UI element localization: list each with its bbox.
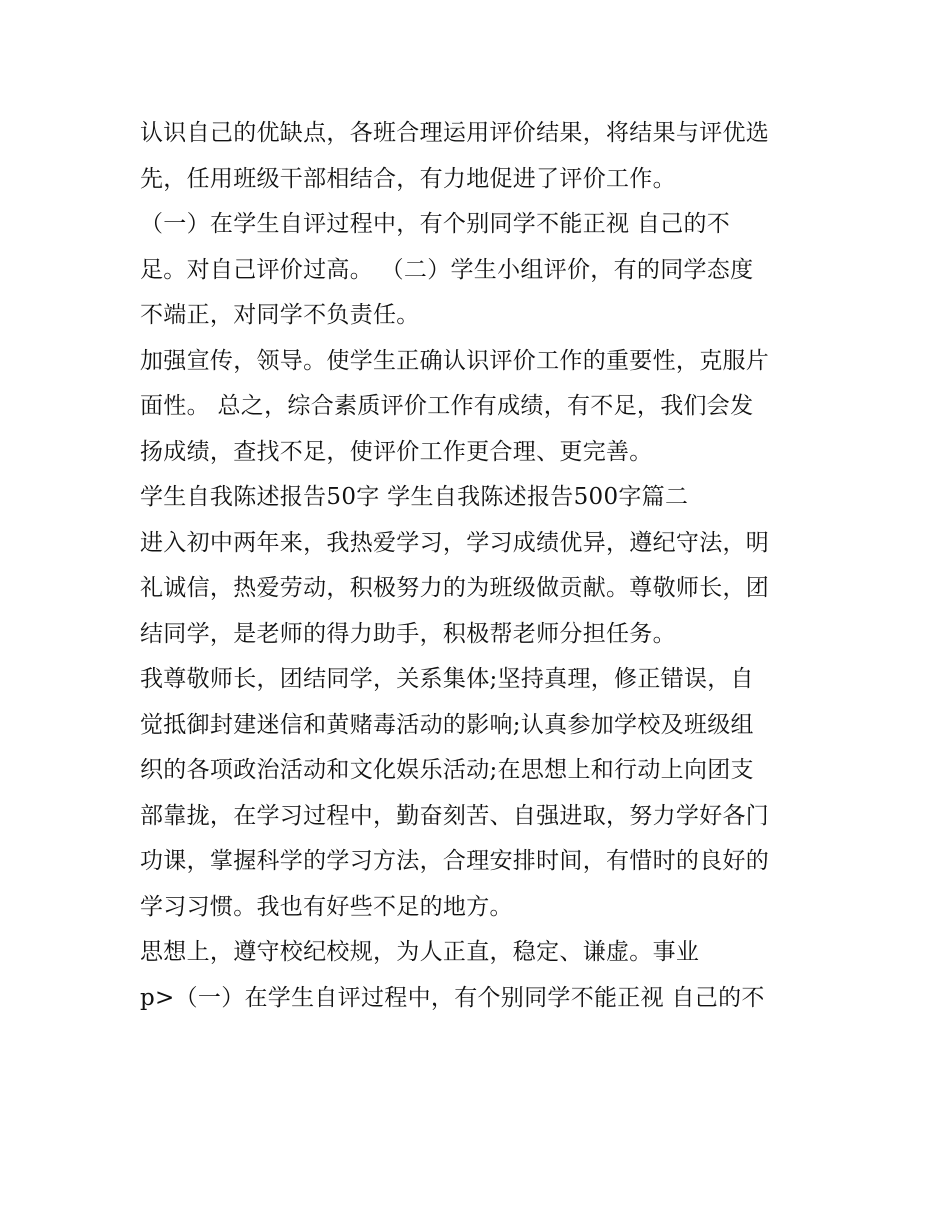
text-line: 先，任用班级干部相结合，有力地促进了评价工作。 xyxy=(140,165,676,192)
text-line: 面性。 总之，综合素质评价工作有成绩，有不足，我们会发 xyxy=(140,393,754,419)
text-line: 织的各项政治活动和文化娱乐活动;在思想上和行动上向团支 xyxy=(140,757,754,783)
text-line: （一）在学生自评过程中，有个别同学不能正视 自己的不 xyxy=(140,211,731,237)
text-line: 认识自己的优缺点，各班合理运用评价结果，将结果与评优选 xyxy=(140,120,770,146)
text-line: 功课，掌握科学的学习方法，合理安排时间，有惜时的良好的 xyxy=(140,848,770,874)
text-line: 思想上，遵守校纪校规，为人正直，稳定、谦虚。事业 xyxy=(140,939,700,965)
text-line: 不端正，对同学不负责任。 xyxy=(140,302,420,328)
text-line: 结同学，是老师的得力助手，积极帮老师分担任务。 xyxy=(140,620,676,647)
text-line: 足。对自己评价过高。 （二）学生小组评价，有的同学态度 xyxy=(140,256,754,283)
text-line: 我尊敬师长，团结同学，关系集体;坚持真理，修正错误，自 xyxy=(140,666,754,692)
text-line: 进入初中两年来，我热爱学习，学习成绩优异，遵纪守法，明 xyxy=(140,529,770,556)
text-line: p>（一）在学生自评过程中，有个别同学不能正视 自己的不 xyxy=(140,984,765,1011)
section-heading: 学生自我陈述报告50字 学生自我陈述报告500字篇二 xyxy=(140,484,689,510)
document-page xyxy=(140,111,820,1021)
text-line: 扬成绩，查找不足，使评价工作更合理、更完善。 xyxy=(140,438,653,465)
text-line: 学习习惯。我也有好些不足的地方。 xyxy=(140,893,513,920)
text-line: 觉抵御封建迷信和黄赌毒活动的影响;认真参加学校及班级组 xyxy=(140,711,754,738)
text-line: 礼诚信，热爱劳动，积极努力的为班级做贡献。尊敬师长，团 xyxy=(140,575,770,601)
text-line: 加强宣传，领导。使学生正确认识评价工作的重要性，克服片 xyxy=(140,347,770,374)
text-line: 部靠拢，在学习过程中，勤奋刻苦、自强进取，努力学好各门 xyxy=(140,802,770,829)
